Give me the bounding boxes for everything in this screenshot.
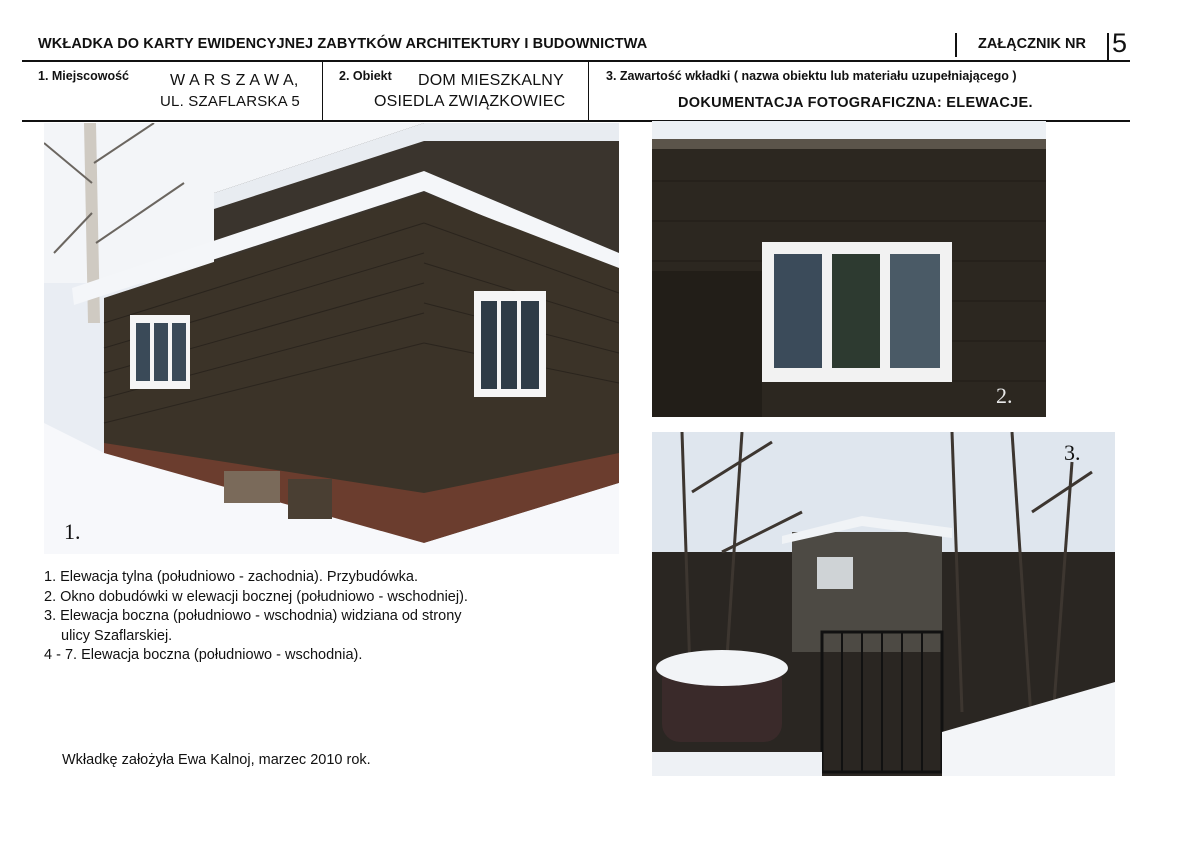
photo-captions [44,568,564,666]
object-label: 2. Obiekt [339,69,392,83]
photo-rear-elevation [44,123,619,554]
caption-3-continued: ulicy Szaflarskiej. [61,627,173,644]
locality-value-line1: W A R S Z A W A, [170,72,299,89]
object-value-line2: OSIEDLA ZWIĄZKOWIEC [374,93,566,110]
field-divider-2 [588,62,589,120]
photo3-number: 3. [1064,440,1081,465]
locality-label: 1. Miejscowość [38,69,130,83]
field-divider-1 [322,62,323,120]
photo-side-elevation-street [652,432,1115,776]
contents-label: 3. Zawartość wkładki ( nazwa obiektu lub materiału uzupełniającego ) [606,69,1017,83]
annex-number: 5 [1112,28,1128,58]
header-divider [955,33,957,57]
photo2-number: 2. [996,383,1013,408]
author-note: Wkładkę założyła Ewa Kalnoj, marzec 2010 rok. [62,752,371,768]
contents-value: DOKUMENTACJA FOTOGRAFICZNA: ELEWACJE. [678,95,1033,111]
caption-1: 1. Elewacja tylna (południowo - zachodnia). Przybudówka. [44,569,418,585]
photo1-number: 1. [64,519,81,544]
caption-4-7: 4 - 7. Elewacja boczna (południowo - wschodnia). [44,647,363,663]
photo-window-detail [652,121,1046,417]
document-title: WKŁADKA DO KARTY EWIDENCYJNEJ ZABYTKÓW ARCHITEKTURY I BUDOWNICTWA [38,36,648,52]
header-rule [22,60,1130,62]
annex-divider [1107,33,1109,61]
locality-value-line2: UL. SZAFLARSKA 5 [160,93,300,110]
object-value-line1: DOM MIESZKALNY [418,72,564,89]
caption-3: 3. Elewacja boczna (południowo - wschodnia) widziana od strony [44,608,462,624]
annex-label: ZAŁĄCZNIK NR [978,36,1086,52]
caption-2: 2. Okno dobudówki w elewacji bocznej (południowo - wschodniej). [44,588,468,605]
